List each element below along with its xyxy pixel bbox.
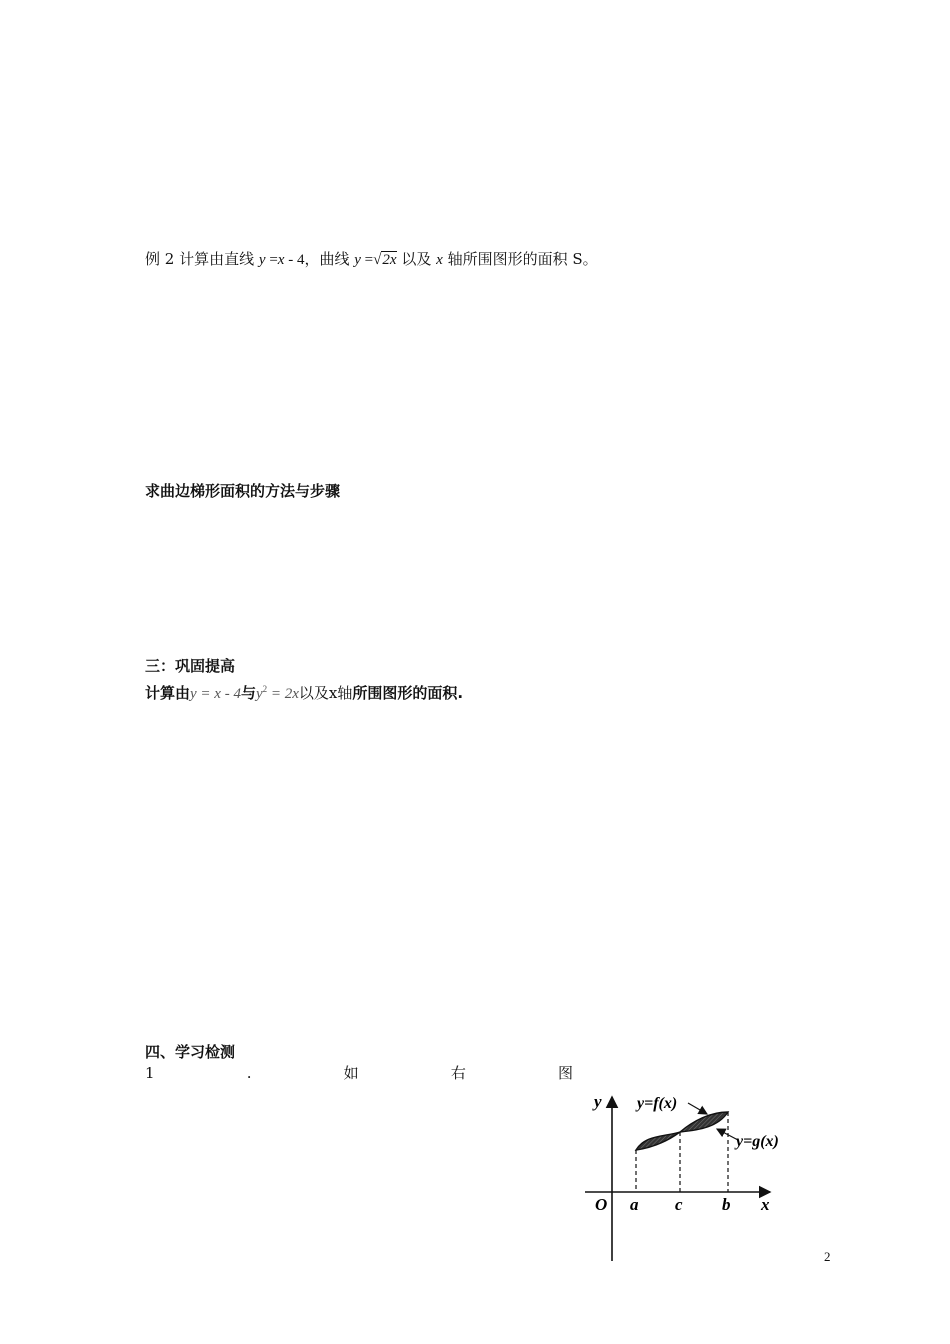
- page-number: 2: [824, 1249, 831, 1264]
- q1-char-ru: 如: [343, 1064, 359, 1082]
- curve-label-f: y=f(x): [637, 1095, 678, 1112]
- method-heading: 求曲边梯形面积的方法与步骤: [145, 482, 341, 500]
- shaded-region-left: [636, 1132, 680, 1150]
- section3-prefix: 计算由: [145, 684, 191, 702]
- sqrt-symbol: √: [373, 252, 382, 268]
- area-between-curves-figure: [585, 1085, 800, 1265]
- x-axis-label: x: [761, 1195, 770, 1214]
- q1-char-you: 右: [450, 1064, 466, 1082]
- arrow-f: [688, 1103, 707, 1114]
- tick-label-b: b: [722, 1195, 731, 1214]
- section3-conj: 与: [240, 684, 256, 702]
- q1-number: 1: [145, 1064, 155, 1082]
- example2-text-b: ，曲线: [304, 250, 350, 268]
- shaded-region-right: [680, 1112, 728, 1132]
- eq1-rest: - 4: [284, 252, 305, 268]
- section3-mid: 以及x轴: [298, 684, 353, 702]
- section4-heading: 四、学习检测: [145, 1043, 236, 1061]
- section3-eq2-exp: 2: [262, 684, 268, 694]
- eq1-eq: =: [265, 252, 278, 268]
- tick-label-a: a: [630, 1195, 639, 1214]
- tick-label-c: c: [675, 1195, 683, 1214]
- example2-label: 例 2: [145, 250, 175, 268]
- sqrt-argument: 2x: [382, 252, 397, 268]
- q1-char-tu: 图: [557, 1064, 573, 1082]
- eq2-eq: =: [360, 252, 374, 268]
- example2-text-c: 以及: [401, 250, 432, 268]
- eq1-y: y: [258, 252, 266, 268]
- q1-dot: .: [246, 1064, 252, 1082]
- section3-eq1: y = x - 4: [190, 686, 241, 702]
- section3-suffix: 所围图形的面积.: [352, 684, 464, 702]
- eq1-x: x: [277, 252, 285, 268]
- eq2-y: y: [354, 252, 361, 268]
- curve-label-g: y=g(x): [736, 1133, 779, 1150]
- y-axis-label: y: [594, 1092, 602, 1111]
- origin-label: O: [595, 1195, 608, 1214]
- section3-eq2-base: y: [255, 686, 263, 702]
- arrow-g: [717, 1129, 738, 1140]
- example2-line: [145, 249, 598, 270]
- question1-line: [145, 1063, 573, 1083]
- x-variable: x: [436, 252, 443, 268]
- example2-text-a: 计算由直线: [179, 250, 255, 268]
- example2-text-d: 轴所围图形的面积 S。: [447, 250, 598, 268]
- section3-eq2-rest: = 2x: [267, 686, 299, 702]
- section3-problem: [145, 679, 463, 704]
- section3-heading: 三：巩固提高: [145, 657, 236, 675]
